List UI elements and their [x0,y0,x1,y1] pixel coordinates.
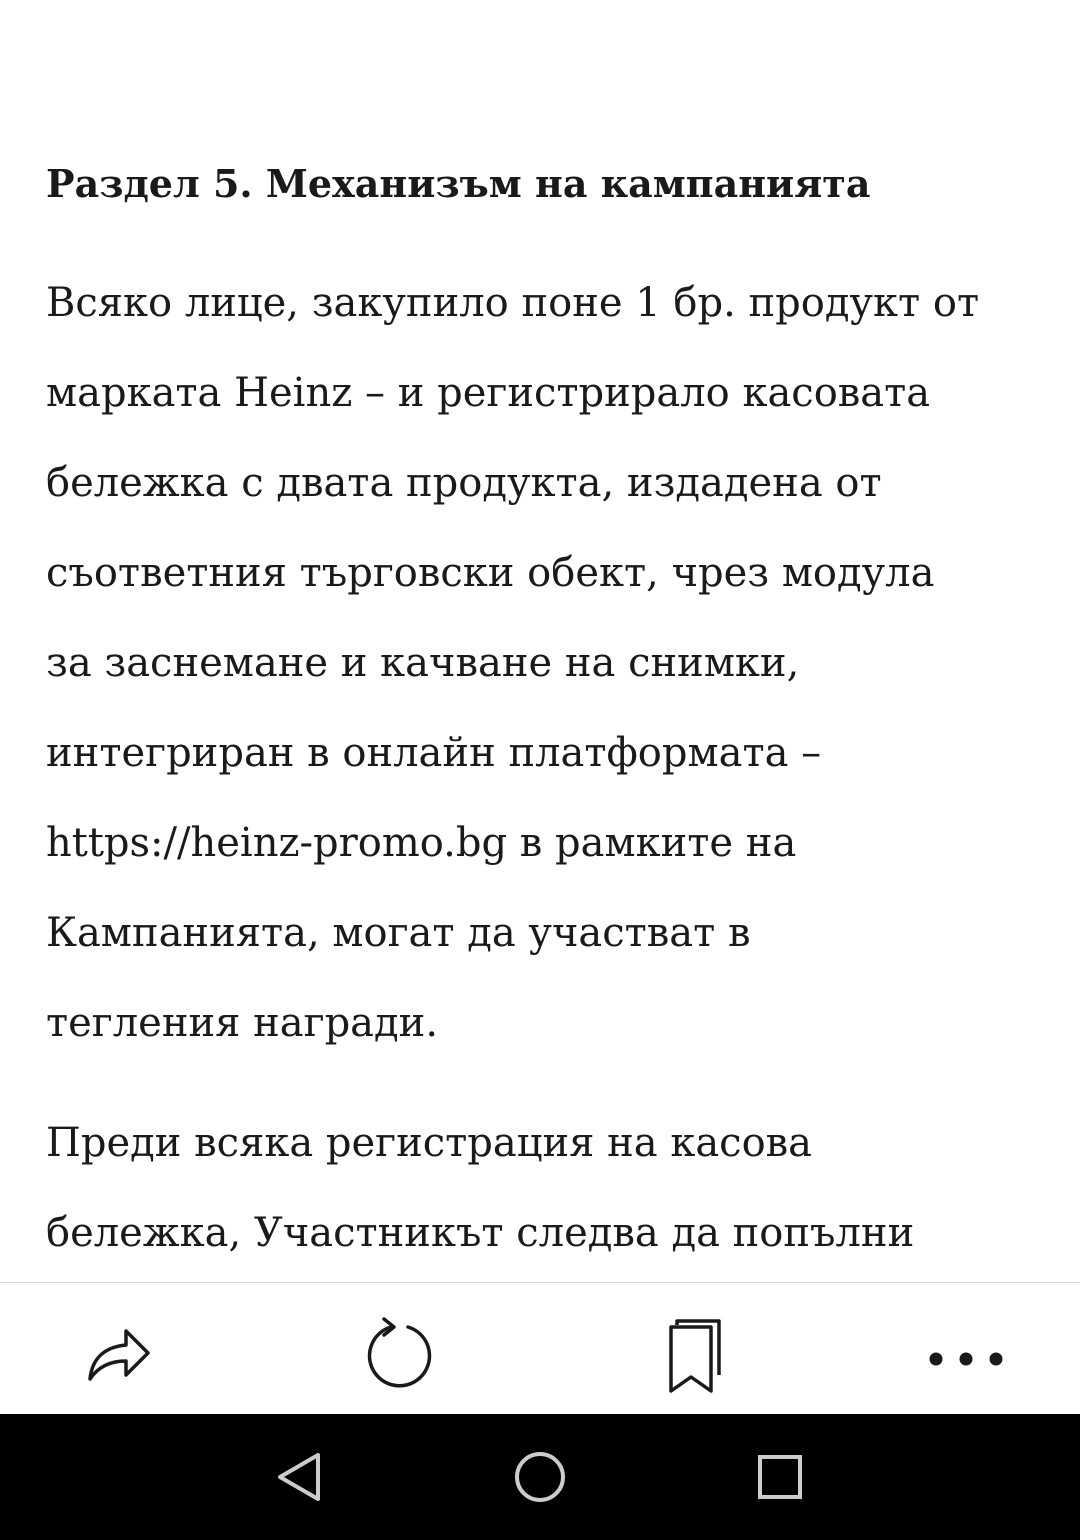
nav-back-button[interactable] [250,1427,350,1527]
paragraph-line: интегриран в онлайн платформата – [46,730,822,776]
paragraph-line: бележка с двата продукта, издадена от [46,460,882,506]
paragraph-line: за заснемане и качване на снимки, [46,640,800,686]
paragraph-line: съответния търговски обект, чрез модула [46,550,935,596]
recents-icon [750,1447,810,1507]
paragraph-line: Всяко лице, закупило поне 1 бр. продукт от [46,280,980,326]
home-icon [510,1447,570,1507]
system-navigation-bar [0,1414,1080,1540]
nav-home-button[interactable] [490,1427,590,1527]
section-heading: Раздел 5. Механизъм на кампанията [46,161,871,206]
nav-recents-button[interactable] [730,1427,830,1527]
share-button[interactable] [64,1303,164,1403]
bottom-toolbar [0,1282,1080,1414]
refresh-icon [358,1313,438,1393]
paragraph-line: Преди всяка регистрация на касова [46,1120,813,1166]
paragraph-line: бележка, Участникът следва да попълни [46,1210,915,1256]
back-icon [270,1447,330,1507]
paragraph-line: https://heinz-promo.bg в рамките на [46,820,797,866]
paragraph-line: тегления награди. [46,1000,439,1046]
bookmarks-icon [643,1313,723,1393]
more-button[interactable] [916,1303,1016,1403]
share-icon [74,1313,154,1393]
more-icon [926,1313,1006,1393]
paragraph-line: Кампанията, могат да участват в [46,910,751,956]
paragraph-mechanism [46,258,979,1068]
bookmarks-button[interactable] [633,1303,733,1403]
refresh-button[interactable] [348,1303,448,1403]
paragraph-registration [46,1098,914,1278]
paragraph-line: марката Heinz – и регистрирало касовата [46,370,931,416]
